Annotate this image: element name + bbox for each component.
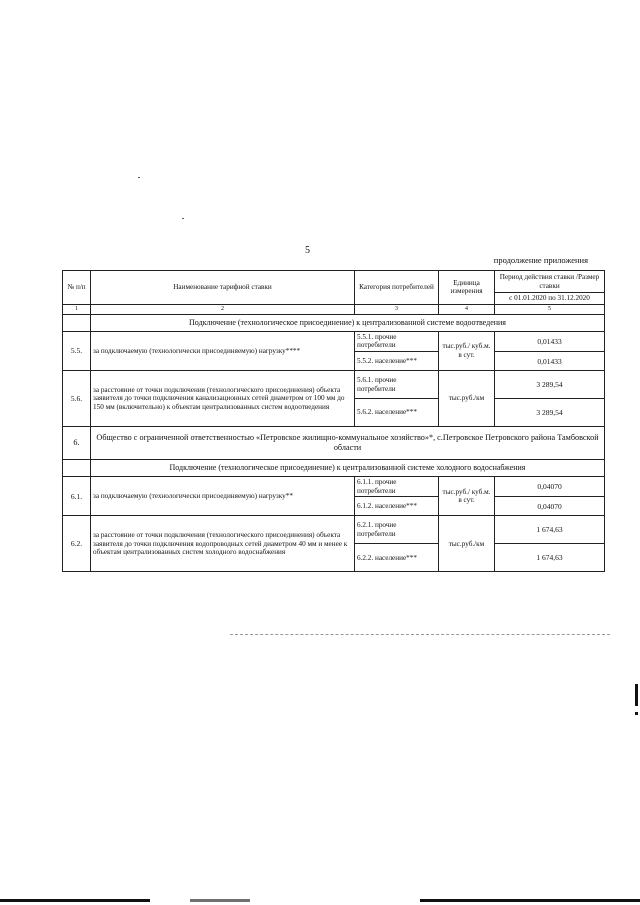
rate-value: 1 674,63: [495, 516, 605, 544]
consumer-category: 6.1.2. население***: [355, 497, 439, 516]
unit-cell: тыс.руб./ куб.м. в сут.: [439, 477, 495, 516]
rate-name: за подключаемую (технологически присоединяемую) нагрузку**: [91, 477, 355, 516]
scan-speck: [138, 177, 140, 178]
page-number: 5: [305, 245, 310, 256]
column-index: 2: [91, 304, 355, 314]
organization-name: Общество с ограниченной ответственностью «Петровское жилищно-коммунальное хозяйство»*, с.Петровское Петровского района Тамбовской области: [91, 427, 605, 460]
section-spacer: [63, 314, 91, 331]
header-name: Наименование тарифной ставки: [91, 271, 355, 305]
header-category: Категория потребителей: [355, 271, 439, 305]
section-row: [63, 460, 605, 477]
header-unit: Единица измерения: [439, 271, 495, 305]
row-number: 6.: [63, 427, 91, 460]
row-number: 6.2.: [63, 516, 91, 572]
consumer-category: 5.6.1. прочие потребители: [355, 371, 439, 399]
table-row: [63, 516, 605, 544]
consumer-category: 6.1.1. прочие потребители: [355, 477, 439, 497]
row-number: 5.5.: [63, 331, 91, 370]
scan-bottom-edge: [0, 899, 640, 903]
unit-cell: тыс.руб./ куб.м. в сут.: [439, 331, 495, 370]
scan-speck: [182, 218, 184, 219]
row-number: 5.6.: [63, 371, 91, 427]
header-period: Период действия ставки /Размер ставки: [495, 271, 605, 293]
consumer-category: 5.5.2. население***: [355, 352, 439, 371]
consumer-category: 5.6.2. население***: [355, 399, 439, 427]
rate-value: 0,04070: [495, 497, 605, 516]
rate-name: за подключаемую (технологически присоединяемую) нагрузку****: [91, 331, 355, 370]
rate-value: 0,04070: [495, 477, 605, 497]
rate-name: за расстояние от точки подключения (технологического присоединения) объекта заявителя до точки подключения канализационных сетей диаметром от 100 мм до 150 мм (включительно) к объектам централизованных систем водоотведения: [91, 371, 355, 427]
consumer-category: 6.2.2. население***: [355, 544, 439, 572]
rate-value: 3 289,54: [495, 399, 605, 427]
header-period-range: с 01.01.2020 по 31.12.2020: [495, 293, 605, 305]
column-index: 5: [495, 304, 605, 314]
column-index: 4: [439, 304, 495, 314]
scan-dotted-line: [230, 634, 610, 636]
table-header-row: [63, 271, 605, 293]
rate-value: 1 674,63: [495, 544, 605, 572]
section-title: Подключение (технологическое присоединение) к централизованной системе водоотведения: [91, 314, 605, 331]
scan-edge-mark: [635, 684, 638, 706]
unit-cell: тыс.руб./км: [439, 371, 495, 427]
scan-edge-mark: [635, 712, 638, 715]
table-row: [63, 331, 605, 351]
consumer-category: 6.2.1. прочие потребители: [355, 516, 439, 544]
table-row: [63, 371, 605, 399]
rate-name: за расстояние от точки подключения (технологического присоединения) объекта заявителя до точки подключения водопроводных сетей диаметром 40 мм и менее к объектам централизованных систем холодного водоснабжения: [91, 516, 355, 572]
column-index: 1: [63, 304, 91, 314]
rate-value: 3 289,54: [495, 371, 605, 399]
rate-value: 0,01433: [495, 352, 605, 371]
organization-row: [63, 427, 605, 460]
unit-cell: тыс.руб./км: [439, 516, 495, 572]
section-row: [63, 314, 605, 331]
continuation-note: продолжение приложения: [493, 255, 588, 265]
row-number: 6.1.: [63, 477, 91, 516]
column-index-row: [63, 304, 605, 314]
section-spacer: [63, 460, 91, 477]
table-row: [63, 477, 605, 497]
consumer-category: 5.5.1. прочие потребители: [355, 331, 439, 351]
column-index: 3: [355, 304, 439, 314]
rate-value: 0,01433: [495, 331, 605, 351]
section-title: Подключение (технологическое присоединение) к централизованной системе холодного водоснабжения: [91, 460, 605, 477]
header-no: № п/п: [63, 271, 91, 305]
tariff-table: [62, 270, 605, 572]
